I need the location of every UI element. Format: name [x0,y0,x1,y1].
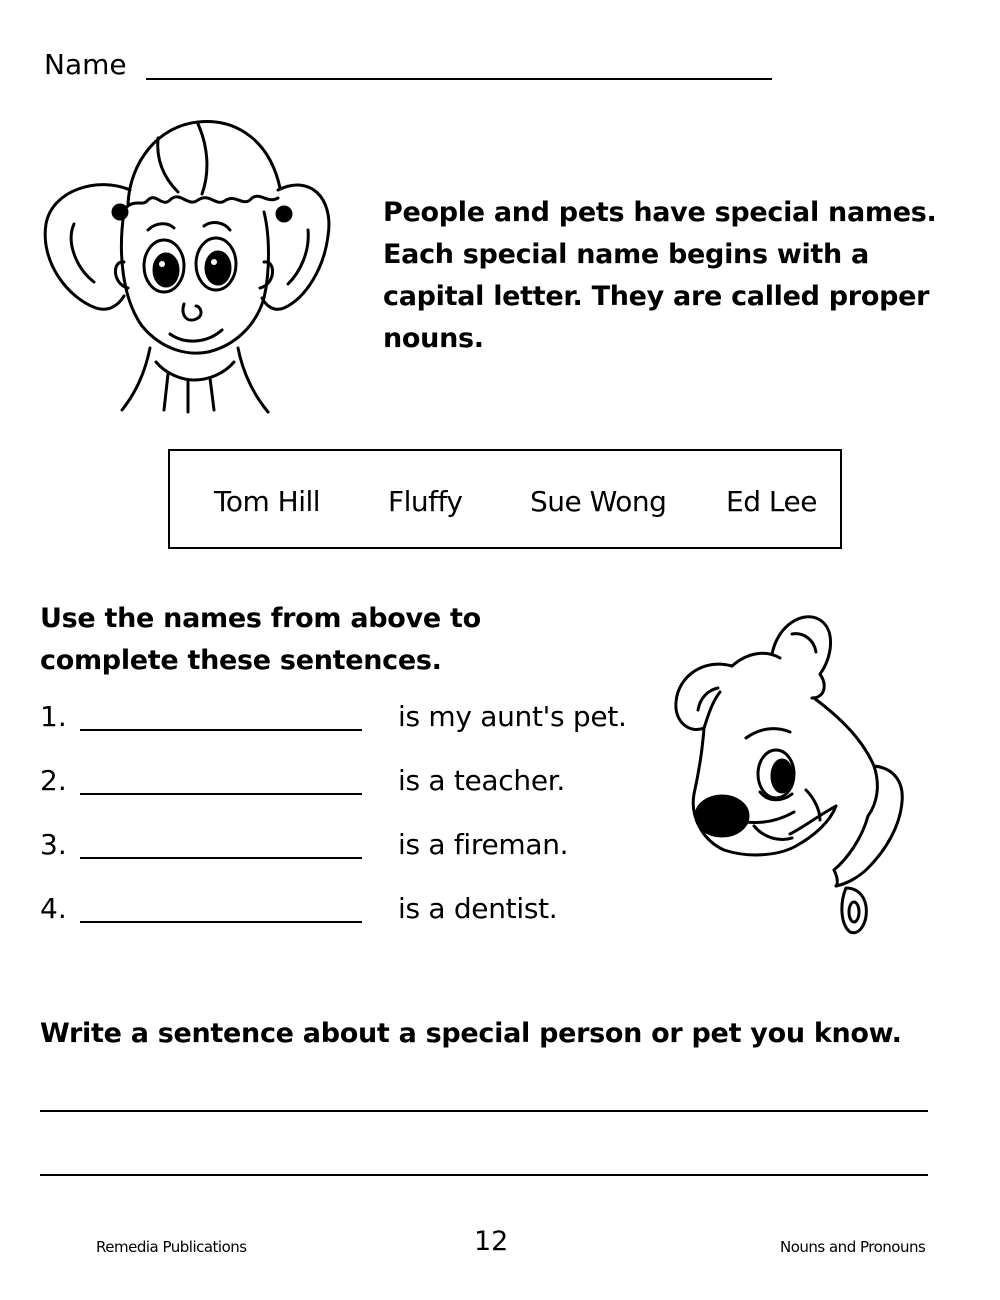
intro-line: nouns. [383,323,484,354]
sentence-text: is a fireman. [398,828,569,861]
intro-line: People and pets have special names. [383,197,937,228]
writing-answer-line[interactable] [40,1110,928,1112]
box-name-item: Fluffy [388,485,463,518]
intro-line: Each special name begins with a [383,239,869,270]
sentence-answer-line[interactable] [80,729,362,731]
sentence-answer-line[interactable] [80,921,362,923]
footer-publisher: Remedia Publications [96,1238,247,1256]
instructions-line: complete these sentences. [40,645,442,676]
sentence-number: 4. [40,892,67,925]
sentence-number: 2. [40,764,67,797]
sentence-text: is a dentist. [398,892,558,925]
name-input-line[interactable] [146,78,772,80]
intro-line: capital letter. They are called proper [383,281,930,312]
intro-paragraph [383,192,943,360]
girl-illustration [38,112,348,422]
box-name-item: Tom Hill [214,485,321,518]
name-label: Name [44,48,127,81]
sentence-text: is a teacher. [398,764,565,797]
proper-names-box [168,449,842,549]
writing-prompt: Write a sentence about a special person or pet you know. [40,1018,902,1049]
sentence-number: 3. [40,828,67,861]
sentence-answer-line[interactable] [80,793,362,795]
box-name-item: Ed Lee [726,485,817,518]
dog-illustration [668,606,948,946]
sentence-number: 1. [40,700,67,733]
sentence-text: is my aunt's pet. [398,700,627,733]
box-name-item: Sue Wong [530,485,667,518]
instructions-line: Use the names from above to [40,603,481,634]
footer-subject: Nouns and Pronouns [780,1238,926,1256]
writing-answer-line[interactable] [40,1174,928,1176]
instructions [40,598,640,682]
page-number: 12 [474,1226,509,1257]
sentence-answer-line[interactable] [80,857,362,859]
